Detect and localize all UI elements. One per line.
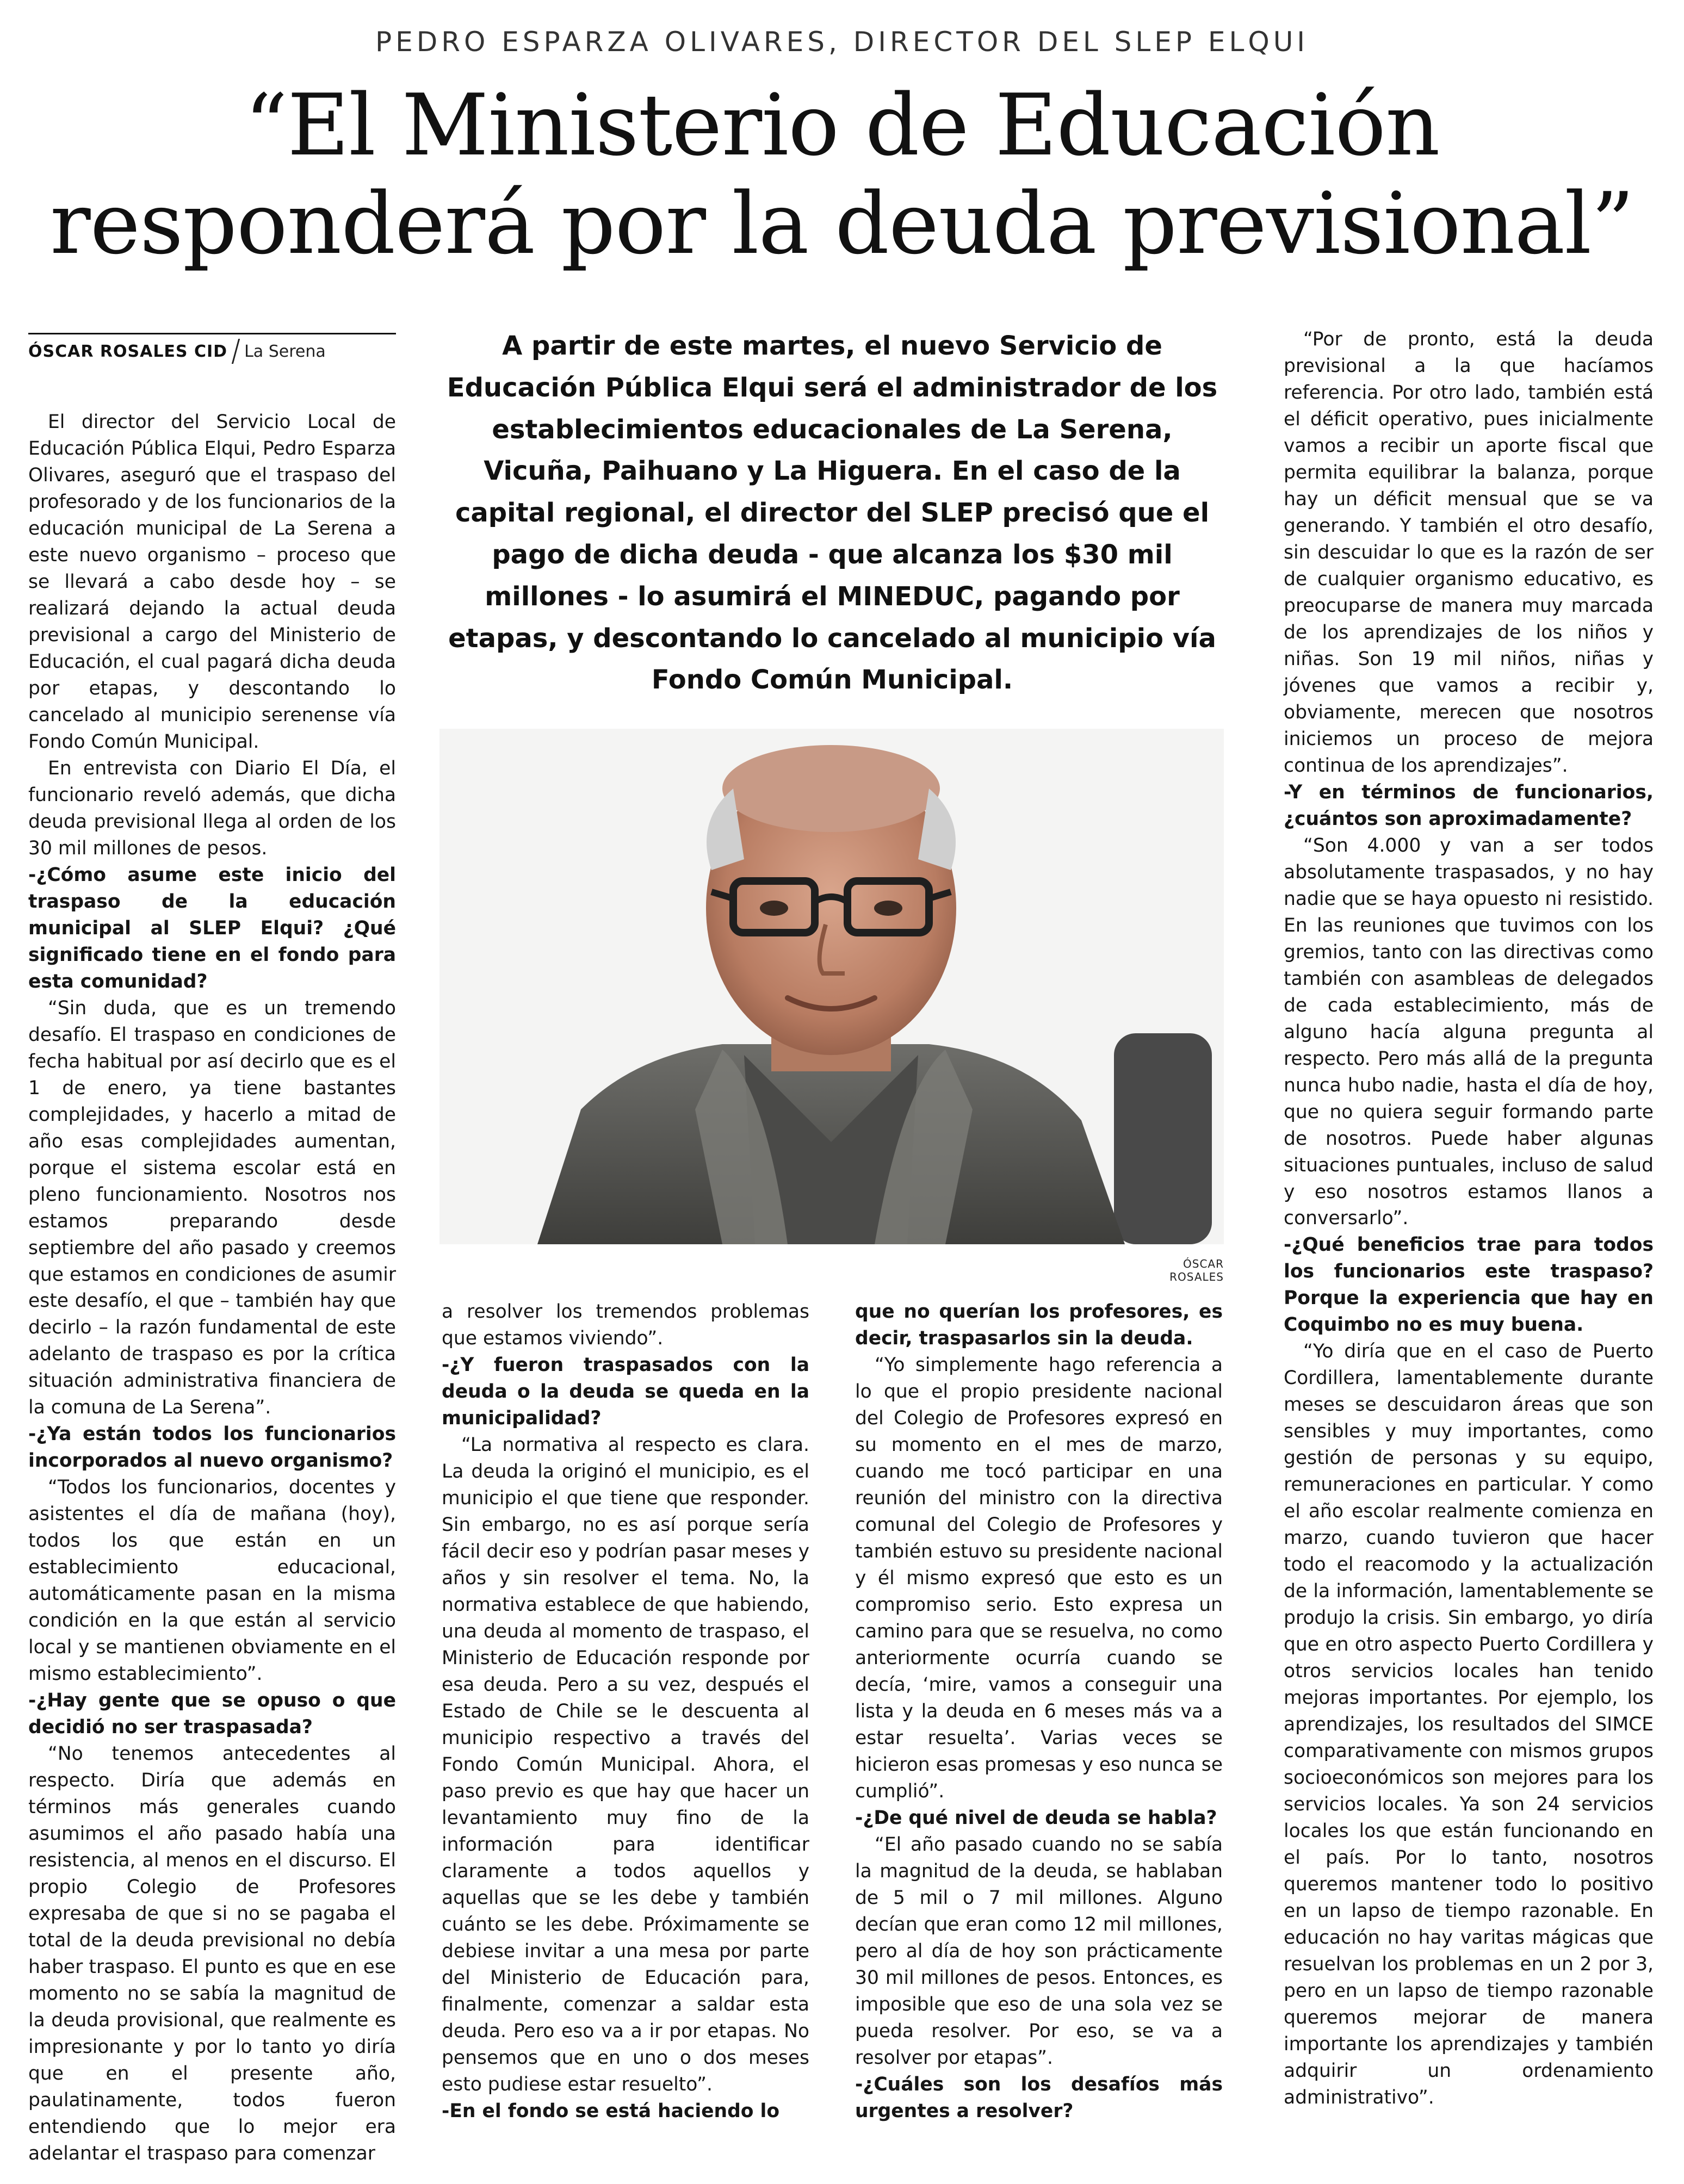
interview-answer: “Por de pronto, está la deuda previsional a la que hacíamos referencia. Por otro lado, también está el déficit operativo, pues inicialmente vamos a recibir un aporte fiscal que permita equilibrar la balanza, porque hay un déficit mensual que se va generando. Y también el otro desafío, sin descuidar lo que es la razón de ser de cualquier organismo educativo, es preocuparse de manera muy marcada de los aprendizajes de los niños y niñas. Son 19 mil niños, niñas y jóvenes que vamos a recibir y, obviamente, merecen que nosotros iniciemos un proceso de mejora continua de los aprendizajes”. (1284, 328, 1654, 777)
interview-question: que no querían los profesores, es decir, traspasarlos sin la deuda. (855, 1301, 1223, 1349)
interview-answer: “La normativa al respecto es clara. La deuda la originó el municipio, es el municipio el que tiene que responder. Sin embargo, no es así porque sería fácil decir eso y podrían pasar meses y años y sin resolver el tema. No, la normativa establece de que habiendo, una deuda al momento de traspaso, el Ministerio de Educación responde por esa deuda. Pero a su vez, después el Estado de Chile se le descuenta al municipio respectivo a través del Fondo Común Municipal. Ahora, el paso previo es que hay que hacer un levantamiento muy fino de la información para identificar claramente a todos aquellos y aquellas que se les debe y también cuánto se les debe. Próximamente se debiese invitar a una mesa por parte del Ministerio de Educación para, finalmente, comenzar a saldar esta deuda. Pero eso va a ir por etapas. No pensemos que en uno o dos meses esto pudiese estar resuelto”. (442, 1434, 809, 2095)
headline-line-1: “El Ministerio de Educación (244, 76, 1440, 175)
paragraph: En entrevista con Diario El Día, el funcionario reveló además, que dicha deuda previsional llega al orden de los 30 mil millones de pesos. (28, 757, 396, 859)
interview-question: -¿Cómo asume este inicio del traspaso de la educación municipal al SLEP Elqui? ¿Qué significado tiene en el fondo para esta comunidad? (28, 864, 396, 992)
interview-question: -¿Qué beneficios trae para todos los funcionarios este traspaso? Porque la experiencia que hay en Coquimbo no es muy buena. (1284, 1234, 1654, 1336)
interview-answer: “El año pasado cuando no se sabía la magnitud de la deuda, se hablaban de 5 mil o 7 mil millones. Alguno decían que eran como 12 mil millones, pero al día de hoy son prácticamente 30 mil millones de pesos. Entonces, es imposible que eso de una sola vez se pueda resolver. Por eso, se va a resolver por etapas”. (855, 1833, 1223, 2069)
headline-line-2: responderá por la deuda previsional” (50, 173, 1634, 273)
interview-answer: “Sin duda, que es un tremendo desafío. El traspaso en condiciones de fecha habitual por así decirlo que es el 1 de enero, ya tiene bastantes complejidades, y hacerlo a mitad de año esas complejidades aumentan, porque el sistema escolar está en pleno funcionamiento. Nosotros nos estamos preparando desde septiembre del año pasado y creemos que estamos en condiciones de asumir este desafío, el que – también hay que decirlo – la razón fundamental de este adelanto de traspaso es por la crítica situación administrativa financiera de la comuna de La Serena”. (28, 997, 396, 1419)
photo-credit: ÓSCAR ROSALES (1169, 1257, 1224, 1283)
interview-question: -¿Ya están todos los funcionarios incorporados al nuevo organismo? (28, 1423, 396, 1472)
lead-paragraph: A partir de este martes, el nuevo Servicio de Educación Pública Elqui será el administrador de los establecimientos educacionales de La Serena, Vicuña, Paihuano y La Higuera. En el caso de la capital regional, el director del SLEP precisó que el pago de dicha deuda - que alcanza los $30 mil millones - lo asumirá el MINEDUC, pagando por etapas, y descontando lo cancelado al municipio vía Fondo Común Municipal. (447, 331, 1218, 696)
article-column-1 (28, 409, 396, 2167)
byline-author: ÓSCAR ROSALES CID (28, 342, 228, 361)
interview-answer: “Yo simplemente hago referencia a lo que el propio presidente nacional del Colegio de Profesores expresó en su momento en el mes de marzo, cuando me tocó participar en una reunión del ministro con la directiva comunal del Colegio de Profesores y también estuvo su presidente nacional y él mismo expresó que esto es un compromiso serio. Esto expresa un camino para que se resuelva, no como anteriormente ocurría cuando se decía, ‘mire, vamos a conseguir una lista y la deuda en 6 meses más va a estar resuelta’. Varias veces se hicieron esas promesas y eso nunca se cumplió”. (855, 1354, 1223, 1802)
paragraph: El director del Servicio Local de Educación Pública Elqui, Pedro Esparza Olivares, aseguró que el traspaso del profesorado y de los funcionarios de la educación municipal de La Serena a este nuevo organismo – proceso que se llevará a cabo desde hoy – se realizará dejando la actual deuda previsional a cargo del Ministerio de Educación, el cual pagará dicha deuda por etapas, y descontando lo cancelado al municipio serenense vía Fondo Común Municipal. (28, 411, 396, 753)
article-column-4 (1284, 326, 1654, 2111)
headline (22, 76, 1662, 273)
interview-answer: “No tenemos antecedentes al respecto. Diría que además en términos más generales cuando asumimos el año pasado había una resistencia, al menos en el discurso. El propio Colegio de Profesores expresaba de que si no se pagaba el total de la deuda previsional no debía haber traspaso. El punto es que en ese momento no se sabía la magnitud de la deuda provisional, que realmente es impresionante y por lo tanto yo diría que en el presente año, paulatinamente, todos fueron entendiendo que lo mejor era adelantar el traspaso para comenzar (28, 1743, 396, 2164)
interview-answer: “Todos los funcionarios, docentes y asistentes el día de mañana (hoy), todos los que están en un establecimiento educacional, automáticamente pasan en la misma condición en la que están al servicio local y se mantienen obviamente en el mismo establecimiento”. (28, 1476, 396, 1685)
interview-answer: a resolver los tremendos problemas que estamos viviendo”. (442, 1301, 809, 1349)
interview-question: -Y en términos de funcionarios, ¿cuántos son aproximadamente? (1284, 781, 1654, 830)
byline-separator (232, 339, 240, 364)
kicker: PEDRO ESPARZA OLIVARES, DIRECTOR DEL SLEP ELQUI (375, 26, 1309, 58)
article-column-2 (442, 1299, 809, 2125)
interview-question: -¿De qué nivel de deuda se habla? (855, 1807, 1217, 1829)
portrait-photo (439, 729, 1224, 1244)
interview-question: -¿Cuáles son los desafíos más urgentes a resolver? (855, 2073, 1223, 2122)
interview-question: -En el fondo se está haciendo lo (442, 2100, 780, 2122)
interview-question: -¿Y fueron traspasados con la deuda o la deuda se queda en la municipalidad? (442, 1354, 809, 1429)
interview-answer: “Yo diría que en el caso de Puerto Cordillera, lamentablemente durante meses se descuidaron áreas que son sensibles y muy importantes, como gestión de personas y su equipo, remuneraciones en particular. Y como el año escolar realmente comienza en marzo, cuando tuvieron que hacer todo el reacomodo y la actualización de la información, lamentablemente se produjo la crisis. Sin embargo, yo diría que en otro aspecto Puerto Cordillera y otros servicios locales han tenido mejoras importantes. Por ejemplo, los aprendizajes, los resultados del SIMCE comparativamente con mismos grupos socioeconómicos son mejores para los servicios locales. Ya son 24 servicios locales los que están funcionando en el país. Por lo tanto, nosotros queremos mantener todo lo positivo en un lapso de tiempo razonable. En educación no hay varitas mágicas que resuelvan los problemas en un 2 por 3, pero en un lapso de tiempo razonable queremos mejorar de manera importante los aprendizajes y también adquirir un ordenamiento administrativo”. (1284, 1341, 1654, 2108)
byline (28, 333, 396, 368)
interview-question: -¿Hay gente que se opuso o que decidió no ser traspasada? (28, 1690, 396, 1739)
article-column-3 (855, 1299, 1223, 2125)
interview-answer: “Son 4.000 y van a ser todos absolutamente traspasados, y no hay nadie que se haya opuesto ni resistido. En las reuniones que tuvimos con los gremios, tanto con las directivas como también con asambleas de delegados de cada establecimiento, más de alguno hacía alguna pregunta al respecto. Pero más allá de la pregunta nunca hubo nadie, hasta el día de hoy, que no quiera seguir formando parte de nosotros. Puede haber algunas situaciones puntuales, incluso de salud y eso nosotros estamos llanos a conversarlo”. (1284, 834, 1654, 1230)
portrait-illustration (439, 729, 1224, 1244)
byline-place: La Serena (244, 342, 326, 361)
